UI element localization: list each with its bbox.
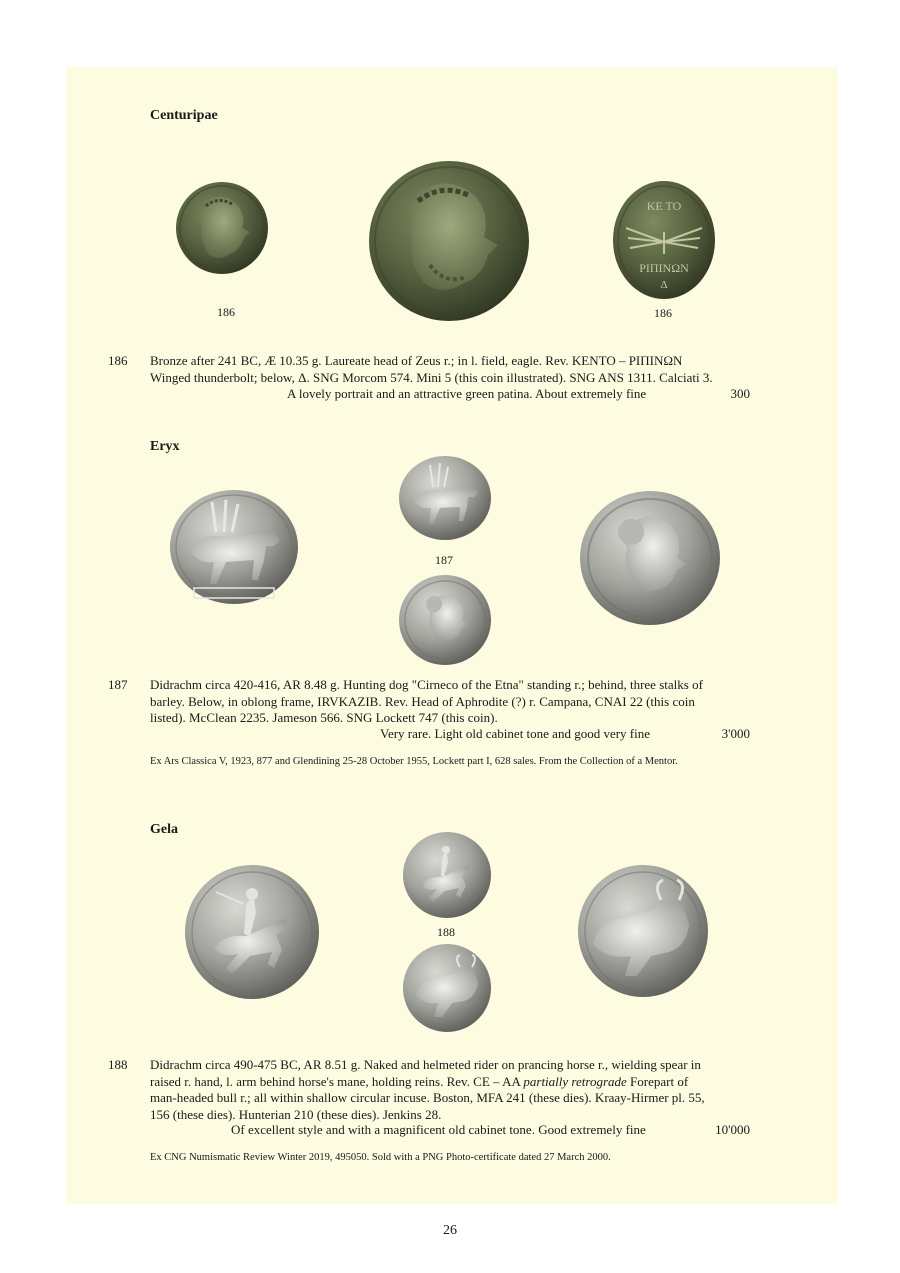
section-heading-gela: Gela xyxy=(150,822,178,837)
lot-grade: A lovely portrait and an attractive green patina. About extremely fine xyxy=(287,386,647,401)
lot-estimate: 10'000 xyxy=(715,1122,750,1137)
coin-187-obverse-small xyxy=(398,455,492,546)
lot-description-line: Bronze after 241 BC, Æ 10.35 g. Laureate head of Zeus r.; in l. field, eagle. Rev. KENTO – ΡΙΠΙΝΩΝ xyxy=(150,353,683,368)
lot-description-italic: partially retrograde xyxy=(523,1073,627,1089)
coin-caption: 186 xyxy=(654,306,672,320)
coin-188-obverse-small xyxy=(402,831,492,924)
thunderbolt-legend-top: ΚΕ ΤΟ xyxy=(646,199,682,213)
page-number: 26 xyxy=(443,1223,457,1238)
coin-187-reverse xyxy=(579,490,721,631)
lot-description-line: man-headed bull r.; all within shallow circular incuse. Boston, MFA 241 (these dies). Kraay-Hirmer pl. 55, xyxy=(150,1090,705,1105)
lot-description-line: 156 (these dies). Hunterian 210 (these dies). Jenkins 28. xyxy=(150,1106,442,1122)
lot-description-text: Forepart of xyxy=(626,1073,689,1089)
coin-186-obverse-enlarged xyxy=(368,155,530,332)
coin-188-obverse xyxy=(184,864,320,1005)
coin-188-reverse xyxy=(577,864,709,1003)
coin-187-obverse xyxy=(168,488,300,611)
coin-186-reverse xyxy=(612,180,716,305)
section-heading-eryx: Eryx xyxy=(150,439,180,454)
lot-number: 186 xyxy=(108,353,128,368)
coin-187-reverse-small xyxy=(398,574,492,671)
provenance-note: Ex Ars Classica V, 1923, 877 and Glendining 25-28 October 1955, Lockett part I, 628 sales. From the Collection of a Mentor. xyxy=(150,756,678,767)
coin-caption: 187 xyxy=(435,553,453,567)
lot-description xyxy=(150,353,750,386)
lot-estimate: 3'000 xyxy=(721,726,750,741)
lot-number: 187 xyxy=(108,677,128,692)
lot-grade: Of excellent style and with a magnificent old cabinet tone. Good extremely fine xyxy=(231,1122,646,1137)
thunderbolt-field-letter: Δ xyxy=(660,279,668,291)
coin-caption: 188 xyxy=(437,925,455,939)
lot-description-line: Didrachm circa 490-475 BC, AR 8.51 g. Naked and helmeted rider on prancing horse r., wielding spear in xyxy=(150,1057,701,1072)
lot-description-text: raised r. hand, l. arm behind horse's mane, holding reins. Rev. CE – AA xyxy=(150,1073,524,1089)
lot-description-line: Didrachm circa 420-416, AR 8.48 g. Hunting dog "Cirneco of the Etna" standing r.; behind, three stalks of xyxy=(150,677,703,692)
lot-description-line: Winged thunderbolt; below, Δ. SNG Morcom 574. Mini 5 (this coin illustrated). SNG ANS 1311. Calciati 3. xyxy=(150,369,713,385)
lot-estimate: 300 xyxy=(730,386,750,401)
lot-description xyxy=(150,677,750,727)
coin-188-reverse-small xyxy=(402,943,492,1038)
lot-grade: Very rare. Light old cabinet tone and good very fine xyxy=(380,726,651,741)
coin-caption: 186 xyxy=(217,305,235,319)
thunderbolt-legend-bottom: ΡΙΠΙΝΩΝ xyxy=(639,261,689,275)
section-heading-centuripae: Centuripae xyxy=(150,108,218,123)
lot-description-line: listed). McClean 2235. Jameson 566. SNG Lockett 747 (this coin). xyxy=(150,710,498,725)
lot-description xyxy=(150,1057,750,1123)
coin-186-obverse xyxy=(174,180,270,311)
provenance-note: Ex CNG Numismatic Review Winter 2019, 495050. Sold with a PNG Photo-certificate dated 27 March 2000. xyxy=(150,1152,611,1163)
lot-description-line xyxy=(150,1074,750,1091)
lot-number: 188 xyxy=(108,1057,128,1072)
lot-description-line: barley. Below, in oblong frame, IRVKAZIB. Rev. Head of Aphrodite (?) r. Campana, CNAI 22 (this coin xyxy=(150,693,695,709)
